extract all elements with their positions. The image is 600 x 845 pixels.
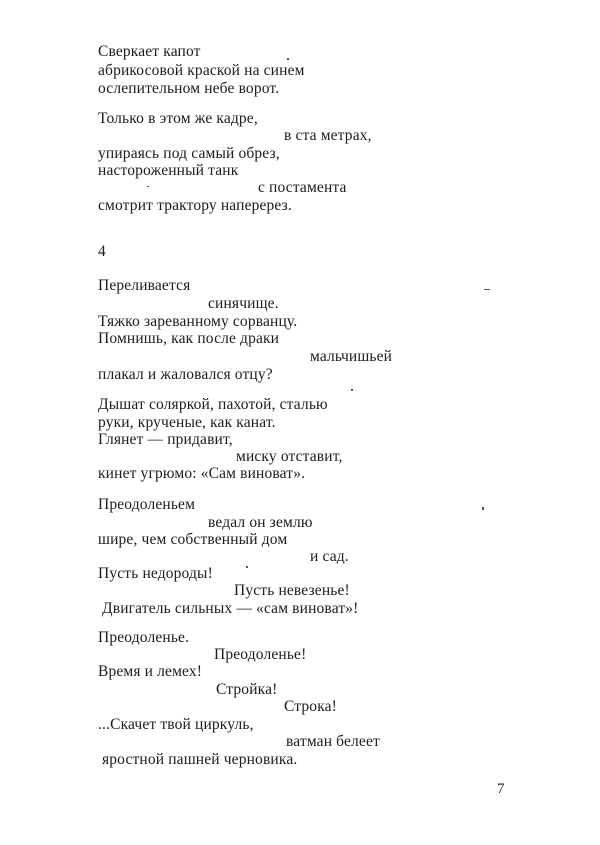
scan-speck bbox=[287, 58, 289, 60]
poem-line: кинет угрюмо: «Сам виноват». bbox=[98, 465, 306, 482]
scan-speck bbox=[484, 289, 490, 290]
poem-line: Только в этом же кадре, bbox=[98, 110, 258, 127]
poem-line: синячище. bbox=[208, 295, 279, 312]
poem-line: Глянет — придавит, bbox=[98, 431, 233, 448]
poem-line: миску отставит, bbox=[236, 448, 343, 465]
poem-line: Пусть недороды! bbox=[98, 565, 213, 582]
poem-line: смотрит трактору наперерез. bbox=[98, 197, 292, 214]
poem-line: ватман белеет bbox=[286, 733, 380, 750]
poem-line: Переливается bbox=[98, 277, 191, 294]
poem-line: Тяжко зареванному сорванцу. bbox=[98, 313, 298, 330]
scan-speck bbox=[351, 389, 353, 391]
poem-line: Сверкает капот bbox=[98, 43, 201, 60]
poem-line: Дышат соляркой, пахотой, сталью bbox=[98, 396, 328, 413]
poem-line: с постамента bbox=[258, 179, 347, 196]
section-number: 4 bbox=[98, 243, 106, 260]
poem-line: в ста метрах, bbox=[284, 127, 372, 144]
poem-line: Преодоленье. bbox=[98, 629, 190, 646]
poem-line: и сад. bbox=[310, 548, 349, 565]
scan-speck bbox=[482, 507, 484, 510]
poem-line: Строка! bbox=[284, 698, 337, 715]
poem-line: Преодоленьем bbox=[98, 496, 196, 513]
poem-line: Двигатель сильных — «сам виноват»! bbox=[102, 600, 359, 617]
poem-line: шире, чем собственный дом bbox=[98, 531, 288, 548]
poem-line: ослепительном небе ворот. bbox=[98, 80, 280, 97]
poem-line: Стройка! bbox=[216, 681, 278, 698]
poem-line: плакал и жаловался отцу? bbox=[98, 366, 273, 383]
poem-line: ...Скачет твой циркуль, bbox=[98, 716, 254, 733]
page-number: 7 bbox=[497, 781, 505, 797]
poem-line: настороженный танк bbox=[98, 162, 239, 179]
poem-line: ведал он землю bbox=[208, 514, 313, 531]
poem-line: Преодоленье! bbox=[214, 646, 307, 663]
poem-line: Время и лемех! bbox=[98, 663, 203, 680]
scan-speck bbox=[147, 186, 149, 187]
poem-line: абрикосовой краской на синем bbox=[98, 62, 305, 79]
scan-speck bbox=[246, 566, 248, 568]
poem-line: мальчишьей bbox=[310, 348, 393, 365]
poem-line: Пусть невезенье! bbox=[234, 582, 350, 599]
poem-line: руки, крученые, как канат. bbox=[98, 414, 276, 431]
poem-line: яростной пашней черновика. bbox=[102, 751, 298, 768]
poem-line: Помнишь, как после драки bbox=[98, 330, 280, 347]
poem-line: упираясь под самый обрез, bbox=[98, 145, 280, 162]
